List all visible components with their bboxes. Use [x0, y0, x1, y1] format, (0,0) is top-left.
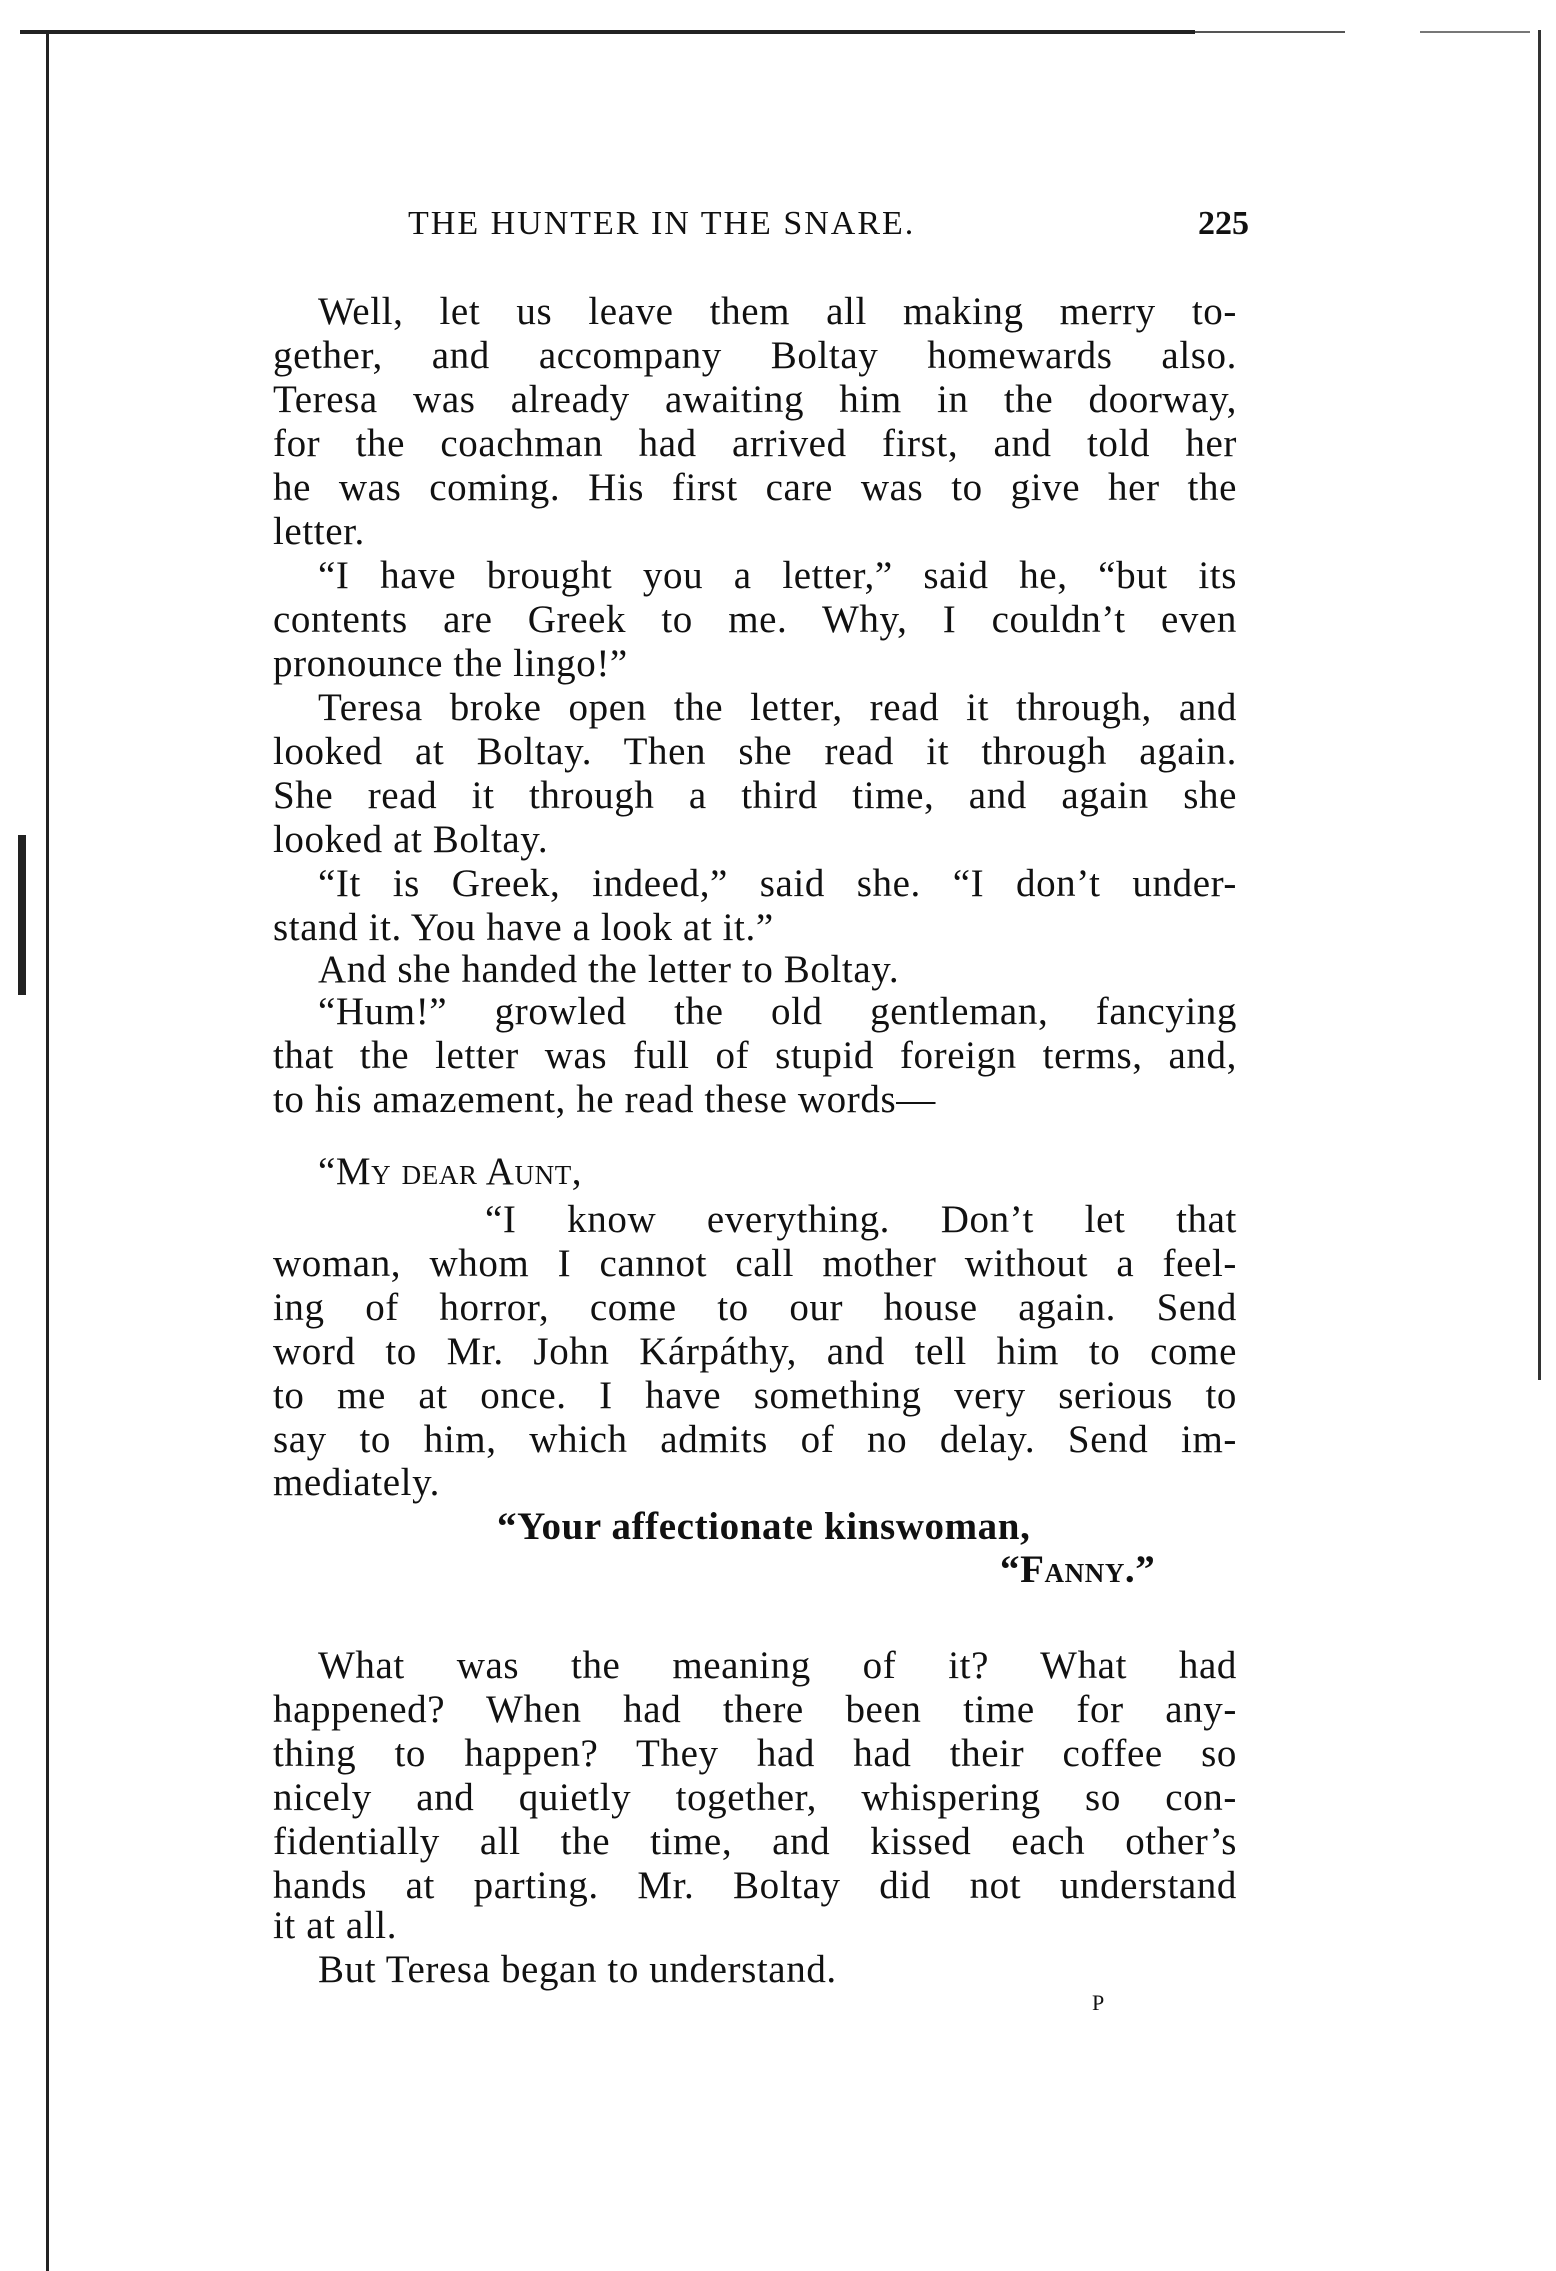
text-line: “It is Greek, indeed,” said she. “I don’t under-: [318, 862, 1237, 905]
running-title: THE HUNTER IN THE SNARE.: [408, 205, 916, 242]
top-border-rule-thin: [1420, 31, 1530, 33]
letter-line: ing of horror, come to our house again. Send: [273, 1286, 1237, 1329]
text-line: stand it. You have a look at it.”: [273, 906, 774, 949]
text-line: nicely and quietly together, whispering so con-: [273, 1776, 1237, 1819]
text-line: to his amazement, he read these words—: [273, 1078, 936, 1121]
right-page-edge: [1538, 30, 1541, 1380]
letter-line: to me at once. I have something very serious to: [273, 1374, 1237, 1417]
letter-line: say to him, which admits of no delay. Send im-: [273, 1418, 1237, 1461]
page-number: 225: [1198, 205, 1249, 242]
left-page-edge: [46, 30, 49, 2271]
text-line: And she handed the letter to Boltay.: [318, 948, 900, 991]
text-line: he was coming. His first care was to give her the: [273, 466, 1237, 509]
text-line: it at all.: [273, 1904, 398, 1947]
letter-line: “I know everything. Don’t let that: [485, 1198, 1237, 1241]
text-line: Teresa was already awaiting him in the doorway,: [273, 378, 1237, 421]
top-border-rule: [20, 30, 1195, 34]
signature-mark: P: [1092, 1990, 1105, 2015]
text-line: hands at parting. Mr. Boltay did not understand: [273, 1864, 1237, 1907]
letter-signature: “Fanny.”: [1000, 1548, 1156, 1591]
text-line: for the coachman had arrived first, and told her: [273, 422, 1237, 465]
text-line: looked at Boltay.: [273, 818, 549, 861]
text-line: letter.: [273, 510, 365, 553]
binding-mark: [18, 835, 26, 995]
top-border-rule-thin: [1195, 31, 1345, 33]
text-line: thing to happen? They had had their coffee so: [273, 1732, 1237, 1775]
text-line: But Teresa began to understand.: [318, 1948, 837, 1991]
text-line: She read it through a third time, and again she: [273, 774, 1237, 817]
letter-line: word to Mr. John Kárpáthy, and tell him to come: [273, 1330, 1237, 1373]
text-line: pronounce the lingo!”: [273, 642, 628, 685]
text-line: “Hum!” growled the old gentleman, fancying: [318, 990, 1237, 1033]
letter-salutation: “My dear Aunt,: [318, 1150, 583, 1193]
text-line: Teresa broke open the letter, read it through, and: [318, 686, 1237, 729]
text-line: “I have brought you a letter,” said he, “but its: [318, 554, 1237, 597]
letter-line: woman, whom I cannot call mother without a feel-: [273, 1242, 1237, 1285]
letter-line: mediately.: [273, 1461, 440, 1504]
text-line: What was the meaning of it? What had: [318, 1644, 1237, 1687]
letter-closing: “Your affectionate kinswoman,: [497, 1505, 1031, 1548]
text-line: looked at Boltay. Then she read it through again.: [273, 730, 1237, 773]
text-line: that the letter was full of stupid foreign terms, and,: [273, 1034, 1237, 1077]
text-line: gether, and accompany Boltay homewards also.: [273, 334, 1237, 377]
text-line: happened? When had there been time for any-: [273, 1688, 1237, 1731]
text-line: Well, let us leave them all making merry to-: [318, 290, 1237, 333]
text-line: fidentially all the time, and kissed each other’s: [273, 1820, 1237, 1863]
text-line: contents are Greek to me. Why, I couldn’t even: [273, 598, 1237, 641]
